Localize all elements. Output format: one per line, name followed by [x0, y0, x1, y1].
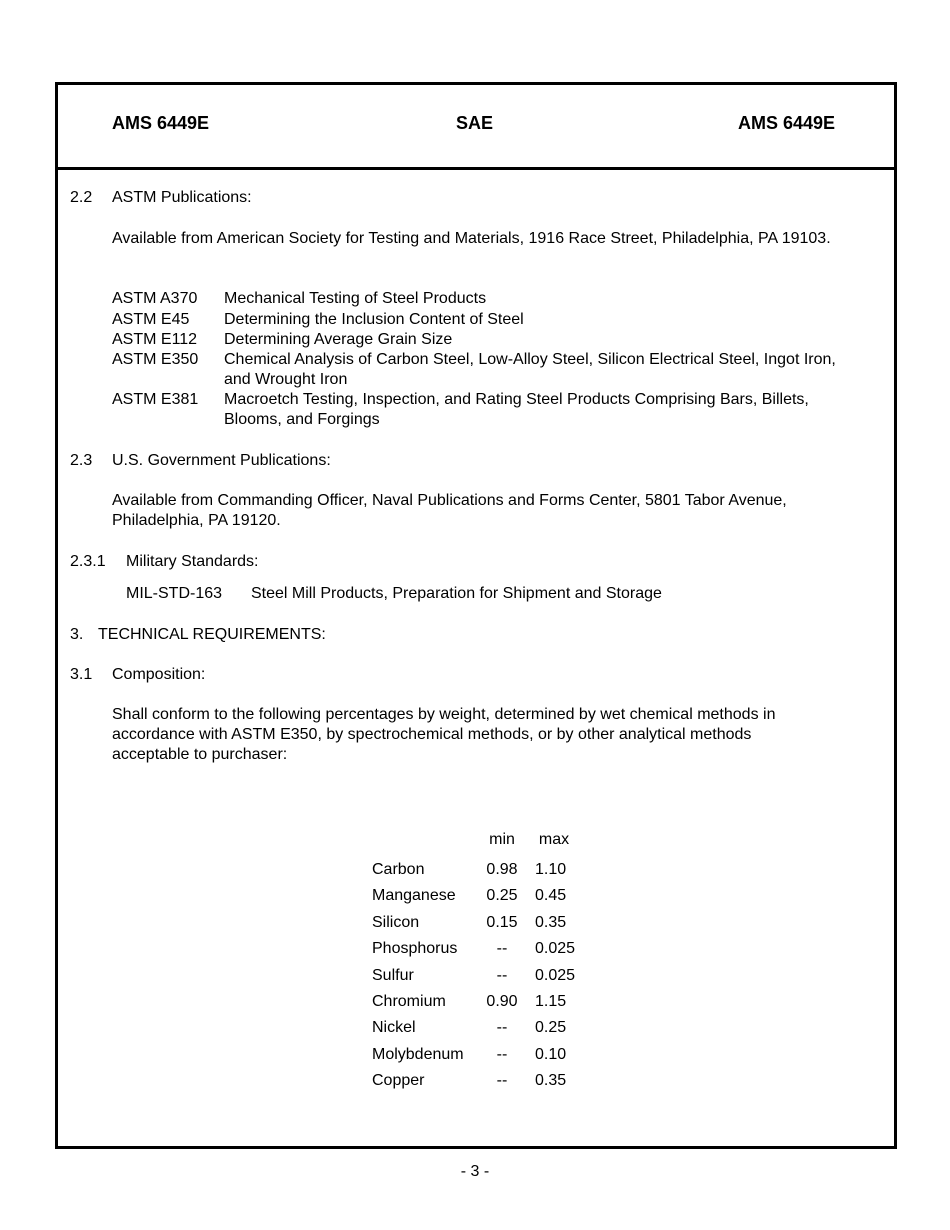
table-row [372, 860, 612, 886]
element-max: 0.35 [535, 913, 567, 931]
table-row [372, 1071, 612, 1097]
reference-title: Determining the Inclusion Content of Steel [224, 311, 524, 328]
max-column-header: max [538, 831, 570, 848]
section-3-number: 3. [70, 626, 84, 643]
reference-title: Mechanical Testing of Steel Products [224, 290, 487, 307]
element-name: Manganese [372, 887, 456, 905]
element-min: -- [496, 1019, 508, 1037]
element-max: 0.10 [535, 1045, 567, 1063]
section-2-2-title: ASTM Publications: [112, 189, 252, 206]
element-name: Chromium [372, 992, 446, 1010]
table-row [372, 966, 612, 992]
element-min: -- [496, 1045, 508, 1063]
element-max: 0.025 [535, 940, 576, 958]
page-header [58, 85, 894, 170]
element-min: -- [496, 966, 508, 984]
min-column-header: min [489, 831, 515, 848]
section-3-1-title: Composition: [112, 666, 206, 683]
page-number: - 3 - [460, 1163, 490, 1180]
element-max: 0.025 [535, 966, 576, 984]
section-3-1-body: Shall conform to the following percentages by weight, determined by wet chemical methods in accordance with ASTM E350, by spectrochemical methods, or by other analytical methods acceptable to purchaser: [112, 706, 776, 763]
element-name: Sulfur [372, 966, 414, 984]
reference-code: ASTM E112 [112, 331, 198, 348]
table-row [372, 939, 612, 965]
element-min: -- [496, 940, 508, 958]
element-min: 0.98 [486, 861, 518, 878]
element-name: Carbon [372, 861, 425, 878]
header-publisher: SAE [456, 113, 494, 133]
table-row [372, 992, 612, 1018]
element-min: 0.15 [486, 913, 518, 931]
military-standard-code: MIL-STD-163 [126, 585, 223, 602]
reference-code: ASTM E45 [112, 311, 190, 328]
section-3-title: TECHNICAL REQUIREMENTS: [98, 626, 326, 643]
table-row [372, 913, 612, 939]
reference-code: ASTM A370 [112, 290, 198, 307]
section-2-2-availability: Available from American Society for Testing and Materials, 1916 Race Street, Philadelphia, PA 19103. [112, 230, 831, 247]
header-doc-number-right: AMS 6449E [738, 113, 836, 133]
element-name: Molybdenum [372, 1045, 464, 1063]
composition-table-header [372, 830, 612, 860]
reference-code: ASTM E381 [112, 391, 199, 408]
section-2-3-availability: Available from Commanding Officer, Naval Publications and Forms Center, 5801 Tabor Avenue, Philadelphia, PA 19120. [112, 492, 787, 529]
element-min: 0.25 [486, 887, 518, 905]
element-name: Silicon [372, 913, 420, 931]
element-name: Phosphorus [372, 940, 458, 958]
reference-title: Macroetch Testing, Inspection, and Rating Steel Products Comprising Bars, Billets, Blooms, and Forgings [224, 391, 809, 428]
reference-title: Determining Average Grain Size [224, 331, 453, 348]
element-name: Nickel [372, 1019, 416, 1037]
element-max: 1.10 [535, 861, 567, 878]
element-name: Copper [372, 1072, 425, 1090]
section-2-3-1-number: 2.3.1 [70, 553, 106, 570]
element-min: -- [496, 1072, 508, 1090]
composition-table [372, 830, 612, 1098]
section-2-2-number: 2.2 [70, 189, 93, 206]
element-min: 0.90 [486, 992, 518, 1010]
element-max: 0.45 [535, 887, 567, 905]
element-max: 1.15 [535, 992, 567, 1010]
table-row [372, 1045, 612, 1071]
section-3-1-number: 3.1 [70, 666, 93, 683]
element-max: 0.25 [535, 1019, 567, 1037]
element-max: 0.35 [535, 1072, 567, 1090]
reference-title: Chemical Analysis of Carbon Steel, Low-Alloy Steel, Silicon Electrical Steel, Ingot Iron, and Wrought Iron [224, 351, 836, 388]
section-2-3-title: U.S. Government Publications: [112, 452, 331, 469]
military-standard-title: Steel Mill Products, Preparation for Shipment and Storage [251, 585, 662, 602]
section-2-3-number: 2.3 [70, 452, 93, 469]
table-row [372, 1018, 612, 1044]
header-doc-number-left: AMS 6449E [112, 113, 210, 133]
table-row [372, 886, 612, 912]
section-2-3-1-title: Military Standards: [126, 553, 259, 570]
reference-code: ASTM E350 [112, 351, 199, 368]
